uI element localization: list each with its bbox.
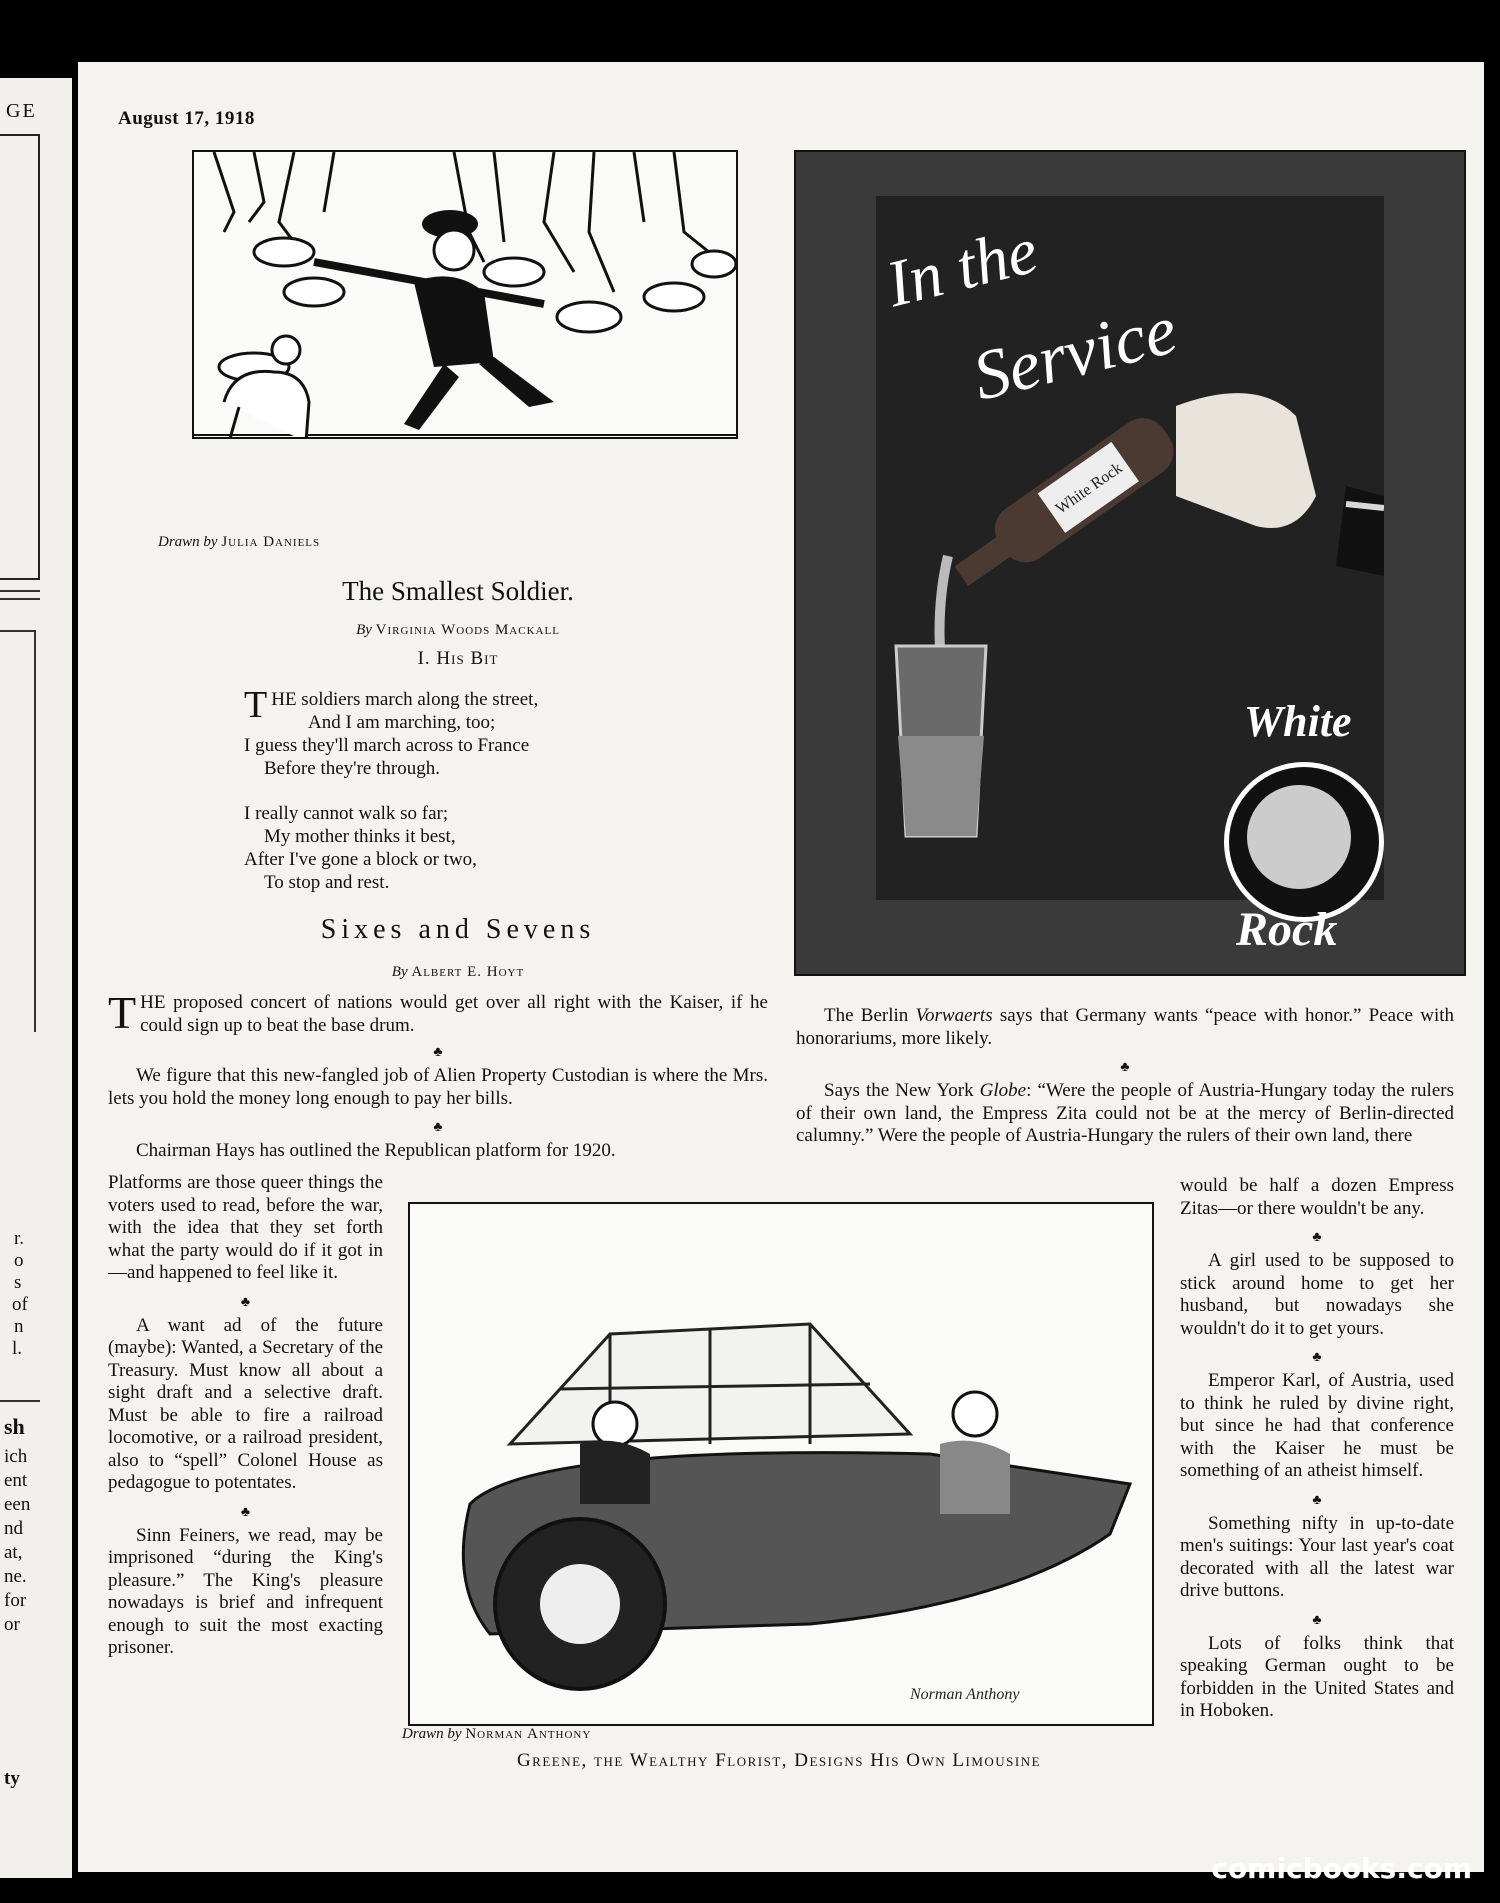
left-page-rule bbox=[0, 598, 40, 600]
ad-brand-bottom: Rock bbox=[1236, 903, 1338, 956]
left-page-header: GE bbox=[6, 100, 37, 122]
left-page-fragment: or bbox=[4, 1614, 20, 1635]
poem-title: The Smallest Soldier. bbox=[342, 576, 574, 606]
left-page-fragment: een bbox=[4, 1494, 31, 1515]
column-intro: THE proposed concert of nations would get over all right with the Kaiser, if he could sign up to beat the base drum. ♣ We figure that this new-fangled job of Alien Property Custodian is where the Mrs. lets you hold the money long enough to pay her bills. ♣ Chairman Hays has outlined the Republican platform for 1920. bbox=[108, 987, 768, 1161]
limousine-illustration bbox=[408, 1202, 1154, 1726]
marching-soldiers-drawing bbox=[194, 152, 736, 437]
watermark: comicbooks.com bbox=[1211, 1852, 1472, 1885]
left-page-fragment: nd bbox=[4, 1518, 23, 1539]
club-ornament: ♣ bbox=[1120, 1060, 1130, 1075]
left-page-rule bbox=[0, 590, 40, 592]
artist-signature: Norman Anthony bbox=[910, 1686, 1020, 1703]
smallest-soldier-illustration bbox=[192, 150, 738, 439]
column-byline: By Albert E. Hoyt bbox=[391, 964, 525, 980]
club-ornament: ♣ bbox=[240, 1294, 251, 1310]
club-ornament: ♣ bbox=[1312, 1612, 1322, 1628]
poem-section: I. His Bit bbox=[417, 648, 499, 669]
left-page-fragment: ne. bbox=[4, 1566, 27, 1587]
left-page-fragment: for bbox=[4, 1590, 27, 1611]
left-page-fragment: ent bbox=[4, 1470, 28, 1491]
poem-dropcap: T bbox=[244, 684, 268, 726]
left-page-fragment: r. bbox=[14, 1228, 25, 1249]
left-page-fragment: o bbox=[14, 1250, 24, 1271]
club-ornament: ♣ bbox=[433, 1120, 443, 1135]
club-ornament: ♣ bbox=[433, 1045, 443, 1060]
left-page-fragment: ty bbox=[4, 1768, 20, 1789]
column-right-upper: The Berlin Vorwaerts says that Germany wants “peace with honor.” Peace with honorariums, more likely. ♣ Says the New York Globe: “Were the people of Austria-Hungary today the rulers of their own land, the Empress Zita could not be at the mercy of Berlin-directed calumny.” Were the people of Austria-Hungary the rulers of their own land, there bbox=[796, 1005, 1454, 1146]
poem-stanza-2: I really cannot walk so far; My mother thinks it best, After I've gone a block or two, To stop and rest. bbox=[244, 803, 477, 893]
ad-panel bbox=[876, 196, 1384, 900]
white-rock-advertisement bbox=[794, 150, 1466, 976]
club-ornament: ♣ bbox=[240, 1504, 251, 1520]
bottle-label: White Rock bbox=[1052, 459, 1126, 518]
left-page-fragment: ich bbox=[4, 1446, 28, 1467]
poem-stanza-1: THE soldiers march along the street, And I am marching, too; I guess they'll march across to France Before they're through. bbox=[244, 684, 539, 779]
club-ornament: ♣ bbox=[1312, 1230, 1322, 1245]
left-page-fragment: sh bbox=[4, 1414, 25, 1439]
column-left-lower: Platforms are those queer things the voters used to read, before the war, with the idea that they set forth what the party would do if it got in—and happened to feel like it. ♣ A want ad of the future (maybe): Wanted, a Secretary of the Treasury. Must know all about a sight draft and a selective draft. Must be able to fire a railroad locomotive, or a railroad president, also to “spell” Colonel House as pedagogue to potentates. ♣ Sinn Feiners, we read, may be imprisoned “during the King's pleasure.” The King's pleasure nowadays is brief and infrequent enough to suit the most exacting prisoner. bbox=[108, 1172, 383, 1658]
limousine-caption: Greene, the Wealthy Florist, Designs His Own Limousine bbox=[516, 1750, 1042, 1771]
ad-headline-line1: In the bbox=[879, 213, 1045, 322]
magazine-page bbox=[78, 62, 1484, 1872]
club-ornament: ♣ bbox=[1312, 1492, 1322, 1508]
boy-soldier bbox=[314, 210, 554, 430]
left-page-fragment: of bbox=[12, 1294, 28, 1315]
left-page-fragment: l. bbox=[12, 1338, 23, 1359]
left-page-box bbox=[0, 630, 36, 1032]
illustration2-credit: Drawn by Norman Anthony bbox=[402, 1726, 592, 1742]
greenhouse-limousine-drawing bbox=[410, 1204, 1152, 1724]
page-date: August 17, 1918 bbox=[118, 108, 255, 129]
left-page-fragment: s bbox=[14, 1272, 22, 1293]
column-dropcap: T bbox=[108, 987, 137, 1038]
ad-headline-line2: Service bbox=[965, 291, 1185, 416]
left-page-rule bbox=[0, 1400, 40, 1402]
left-page-edge bbox=[0, 78, 72, 1878]
illustration1-credit: Drawn by Julia Daniels bbox=[158, 534, 321, 550]
ad-brand-top: White bbox=[1244, 697, 1352, 746]
left-page-fragment: n bbox=[14, 1316, 24, 1337]
dog bbox=[224, 336, 309, 437]
club-ornament: ♣ bbox=[1312, 1350, 1322, 1365]
column-right-lower: would be half a dozen Empress Zitas—or there wouldn't be any. ♣ A girl used to be supposed to stick around home to get her husband, but nowadays she wouldn't do it to get yours. ♣ Emperor Karl, of Austria, used to think he ruled by divine right, but since he had that conference with the Kaiser he must be something of an atheist himself. ♣ Something nifty in up-to-date men's suitings: Your last year's coat decorated with all the latest war drive buttons. ♣ Lots of folks think that speaking German ought to be forbidden in the United States and in Hoboken. bbox=[1180, 1175, 1454, 1721]
left-page-fragment: at, bbox=[4, 1542, 23, 1563]
column-title: Sixes and Sevens bbox=[320, 914, 596, 945]
white-rock-seal-icon bbox=[1224, 762, 1384, 922]
left-page-box bbox=[0, 134, 40, 580]
poem-byline: By Virginia Woods Mackall bbox=[356, 622, 560, 638]
